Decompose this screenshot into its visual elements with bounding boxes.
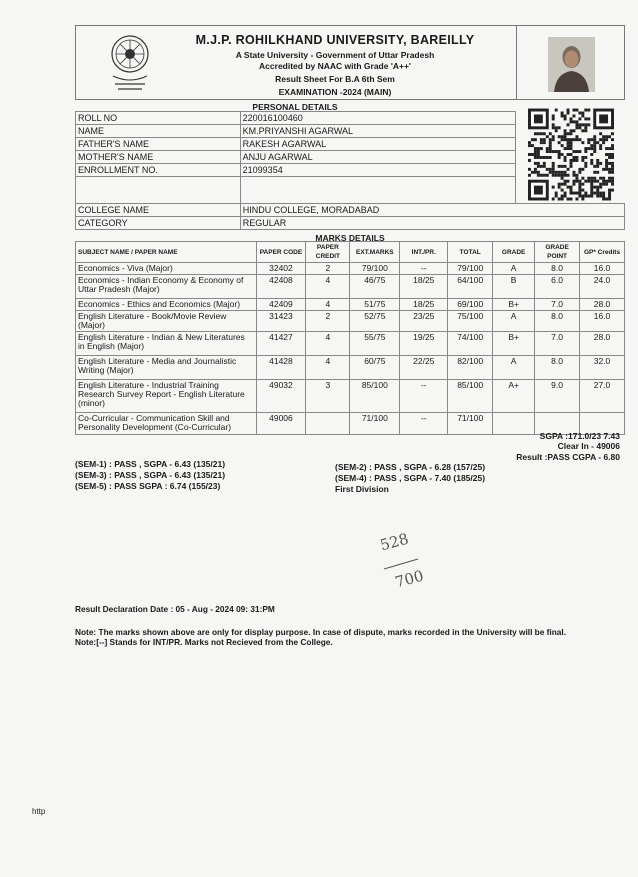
marks-cell-ext: 52/75 — [350, 311, 400, 332]
marks-cell-code: 41427 — [256, 332, 306, 356]
personal-row — [76, 151, 516, 164]
category-value: REGULAR — [240, 217, 624, 230]
marks-cell-credit: 4 — [306, 275, 350, 299]
university-title: M.J.P. ROHILKHAND UNIVERSITY, BAREILLY — [195, 33, 475, 47]
header-line-1: A State University - Government of Uttar Pradesh — [235, 50, 435, 60]
marks-header-cell: EXT.MARKS — [350, 242, 400, 263]
marks-cell-subject: Economics - Indian Economy & Economy of Uttar Pradesh (Major) — [76, 275, 257, 299]
personal-value: RAKESH AGARWAL — [240, 138, 515, 151]
marks-row — [76, 263, 625, 275]
personal-value: 220016100460 — [240, 112, 515, 125]
marks-cell-total: 75/100 — [448, 311, 493, 332]
marks-cell-code: 49032 — [256, 380, 306, 413]
marks-cell-gp: 9.0 — [535, 380, 580, 413]
sem3-result: (SEM-3) : PASS , SGPA - 6.43 (135/21) — [75, 470, 226, 480]
marks-cell-code: 32402 — [256, 263, 306, 275]
personal-row — [76, 138, 516, 151]
student-photo — [548, 37, 595, 92]
marks-cell-total: 69/100 — [448, 299, 493, 311]
marks-header-cell: INT./PR. — [400, 242, 448, 263]
marks-cell-code: 42408 — [256, 275, 306, 299]
marks-cell-total: 85/100 — [448, 380, 493, 413]
marks-cell-int: 19/25 — [400, 332, 448, 356]
marks-cell-grade: B+ — [493, 332, 535, 356]
marks-cell-ext: 55/75 — [350, 332, 400, 356]
handwritten-marks-bottom: 700 — [393, 566, 426, 592]
marks-cell-grade — [493, 413, 535, 435]
marks-header-cell: PAPER CODE — [256, 242, 306, 263]
category-label: CATEGORY — [76, 217, 241, 230]
marks-cell-gpc: 16.0 — [580, 311, 625, 332]
marks-cell-credit: 4 — [306, 332, 350, 356]
handwritten-marks-top: 528 — [378, 529, 411, 555]
marks-details-title: MARKS DETAILS — [315, 233, 385, 243]
marks-cell-int: 23/25 — [400, 311, 448, 332]
display-note: Note: The marks shown above are only for display purpose. In case of dispute, marks recorded in the University will be final. — [75, 627, 567, 637]
marks-header-cell: GRADE POINT — [535, 242, 580, 263]
marks-cell-gp: 6.0 — [535, 275, 580, 299]
marks-cell-grade: A — [493, 356, 535, 380]
personal-value: 21099354 — [240, 164, 515, 177]
marks-cell-gp: 8.0 — [535, 356, 580, 380]
personal-label: ENROLLMENT NO. — [76, 164, 241, 177]
marks-row — [76, 275, 625, 299]
marks-cell-subject: English Literature - Book/Movie Review (Major) — [76, 311, 257, 332]
personal-row — [76, 164, 516, 177]
division: First Division — [335, 484, 389, 494]
sem4-result: (SEM-4) : PASS , SGPA - 7.40 (185/25) — [335, 473, 486, 483]
declaration-date: Result Declaration Date : 05 - Aug - 2024 09: 31:PM — [75, 604, 275, 614]
result-cgpa: Result :PASS CGPA - 6.80 — [516, 452, 620, 462]
marks-cell-int: -- — [400, 263, 448, 275]
personal-value: KM.PRIYANSHI AGARWAL — [240, 125, 515, 138]
sem1-result: (SEM-1) : PASS , SGPA - 6.43 (135/21) — [75, 459, 226, 469]
marks-cell-grade: A — [493, 311, 535, 332]
marks-cell-gpc: 28.0 — [580, 299, 625, 311]
personal-label: NAME — [76, 125, 241, 138]
marks-row — [76, 356, 625, 380]
marks-cell-total: 74/100 — [448, 332, 493, 356]
marks-cell-int: 18/25 — [400, 275, 448, 299]
college-value: HINDU COLLEGE, MORADABAD — [240, 204, 624, 217]
college-table — [75, 203, 625, 230]
marks-cell-gp: 8.0 — [535, 263, 580, 275]
marks-cell-ext: 71/100 — [350, 413, 400, 435]
personal-details-title: PERSONAL DETAILS — [252, 102, 338, 112]
header-line-2: Accredited by NAAC with Grade 'A++' — [259, 61, 411, 71]
marks-cell-total: 71/100 — [448, 413, 493, 435]
marks-cell-gpc: 27.0 — [580, 380, 625, 413]
marks-cell-int: -- — [400, 380, 448, 413]
marks-cell-gp: 7.0 — [535, 299, 580, 311]
marks-header-cell: SUBJECT NAME / PAPER NAME — [76, 242, 257, 263]
marks-cell-code: 49006 — [256, 413, 306, 435]
marks-header-cell: GRADE — [493, 242, 535, 263]
marks-cell-total: 79/100 — [448, 263, 493, 275]
header-line-3: Result Sheet For B.A 6th Sem — [275, 74, 395, 84]
sgpa-summary: SGPA :171.0/23 7.43 — [539, 431, 620, 441]
university-logo-icon — [103, 28, 157, 94]
marks-row — [76, 299, 625, 311]
marks-cell-ext: 79/100 — [350, 263, 400, 275]
personal-label: ROLL NO — [76, 112, 241, 125]
marks-cell-credit: 4 — [306, 356, 350, 380]
marks-cell-code: 42409 — [256, 299, 306, 311]
marks-table — [75, 241, 625, 435]
sem5-result: (SEM-5) : PASS SGPA : 6.74 (155/23) — [75, 481, 221, 491]
marks-cell-total: 64/100 — [448, 275, 493, 299]
marks-header-cell: TOTAL — [448, 242, 493, 263]
marks-cell-total: 82/100 — [448, 356, 493, 380]
personal-row — [76, 125, 516, 138]
marks-header-cell: GP* Credits — [580, 242, 625, 263]
marks-cell-subject: English Literature - Indian & New Literatures in English (Major) — [76, 332, 257, 356]
college-label: COLLEGE NAME — [76, 204, 241, 217]
marks-cell-credit — [306, 413, 350, 435]
marks-cell-grade: B+ — [493, 299, 535, 311]
personal-row — [76, 112, 516, 125]
personal-details-table — [75, 111, 516, 204]
marks-cell-subject: Co-Curricular - Communication Skill and Personality Development (Co-Curricular) — [76, 413, 257, 435]
marks-cell-ext: 51/75 — [350, 299, 400, 311]
marks-cell-credit: 4 — [306, 299, 350, 311]
enrollment-spacer-row — [76, 177, 516, 204]
marks-cell-code: 31423 — [256, 311, 306, 332]
clear-in: Clear In - 49006 — [557, 441, 620, 451]
qr-code-icon — [528, 108, 614, 201]
marks-row — [76, 332, 625, 356]
marks-cell-grade: A — [493, 263, 535, 275]
marks-cell-ext: 46/75 — [350, 275, 400, 299]
marks-row — [76, 380, 625, 413]
marks-cell-int: 18/25 — [400, 299, 448, 311]
marks-cell-subject: Economics - Viva (Major) — [76, 263, 257, 275]
header-line-4: EXAMINATION -2024 (MAIN) — [278, 87, 392, 97]
marks-cell-credit: 3 — [306, 380, 350, 413]
marks-cell-credit: 2 — [306, 263, 350, 275]
marks-cell-gp: 8.0 — [535, 311, 580, 332]
marks-cell-code: 41428 — [256, 356, 306, 380]
marks-cell-credit: 2 — [306, 311, 350, 332]
marks-cell-gpc: 24.0 — [580, 275, 625, 299]
personal-label: FATHER'S NAME — [76, 138, 241, 151]
personal-value: ANJU AGARWAL — [240, 151, 515, 164]
marks-row — [76, 311, 625, 332]
marks-cell-ext: 85/100 — [350, 380, 400, 413]
marks-cell-grade: A+ — [493, 380, 535, 413]
person-icon — [548, 37, 595, 92]
marks-cell-grade: B — [493, 275, 535, 299]
personal-label: MOTHER'S NAME — [76, 151, 241, 164]
int-pr-note: Note:[--] Stands for INT/PR. Marks not Recieved from the College. — [75, 637, 333, 647]
marks-cell-gpc: 16.0 — [580, 263, 625, 275]
print-url-stub: http — [32, 807, 46, 816]
marks-cell-int: -- — [400, 413, 448, 435]
marks-cell-ext: 60/75 — [350, 356, 400, 380]
marks-cell-int: 22/25 — [400, 356, 448, 380]
marks-cell-gpc: 28.0 — [580, 332, 625, 356]
marks-cell-subject: Economics - Ethics and Economics (Major) — [76, 299, 257, 311]
marks-cell-gpc: 32.0 — [580, 356, 625, 380]
marks-cell-gp: 7.0 — [535, 332, 580, 356]
marks-header-cell: PAPER CREDIT — [306, 242, 350, 263]
marks-cell-subject: English Literature - Industrial Training Research Survey Report - English Literature (minor) — [76, 380, 257, 413]
marks-cell-subject: English Literature - Media and Journalistic Writing (Major) — [76, 356, 257, 380]
sem2-result: (SEM-2) : PASS , SGPA - 6.28 (157/25) — [335, 462, 486, 472]
